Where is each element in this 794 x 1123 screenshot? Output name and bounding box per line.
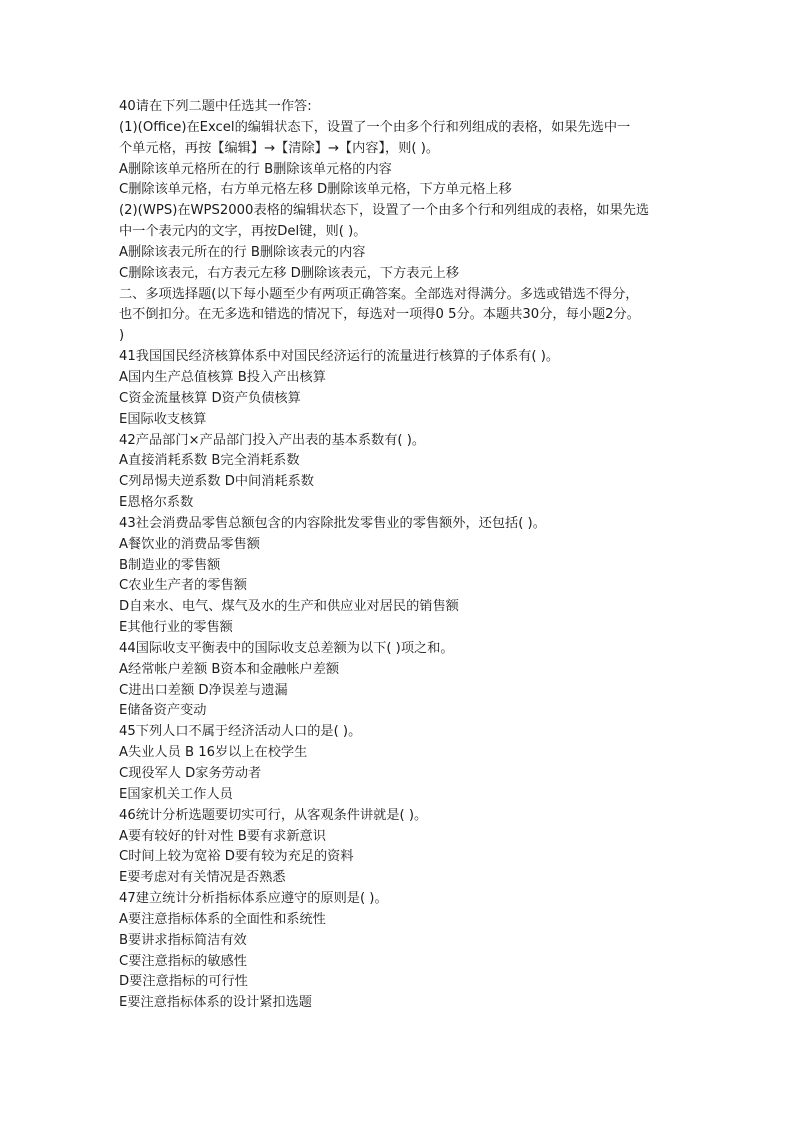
question-42-options-ab: A直接消耗系数 B完全消耗系数 [119, 453, 300, 469]
question-43-option-d: D自来水、电气、煤气及水的生产和供应业对居民的销售额 [119, 599, 459, 615]
question-44-options-cd: C进出口差额 D净误差与遗漏 [119, 682, 288, 698]
question-45-options-cd: C现役军人 D家务劳动者 [119, 766, 262, 781]
question-46-options-ab: A要有较好的针对性 B要有求新意识 [119, 828, 326, 844]
question-45-options-ab: A失业人员 B 16岁以上在校学生 [119, 745, 308, 761]
question-42-text: 42产品部门×产品部门投入产出表的基本系数有( )。 [119, 432, 426, 448]
question-40-part2-options-cd: C删除该表元，右方表元左移 D删除该表元，下方表元上移 [119, 265, 460, 281]
question-47-option-a: A要注意指标体系的全面性和系统性 [119, 911, 326, 927]
question-43-option-a: A餐饮业的消费品零售额 [119, 536, 260, 552]
question-42-options-cd: C列昂惕夫逆系数 D中间消耗系数 [119, 474, 314, 490]
question-41-option-e: E国际收支核算 [119, 411, 207, 427]
question-47-option-b: B要讲求指标简洁有效 [119, 932, 247, 948]
question-40-part1-text-cont: 个单元格，再按【编辑】→【清除】→【内容】，则( )。 [119, 140, 440, 156]
question-43-option-c: C农业生产者的零售额 [119, 578, 247, 594]
section-heading-end: ) [119, 328, 125, 344]
section-heading-cont: 也不倒扣分。在无多选和错选的情况下，每选对一项得0 5分。本题共30分，每小题2分。 [119, 307, 640, 323]
question-47-text: 47建立统计分析指标体系应遵守的原则是( )。 [119, 891, 388, 907]
question-44-option-e: E储备资产变动 [119, 703, 207, 719]
question-40-prompt: 40请在下列二题中任选其一作答: [119, 99, 312, 114]
question-41-text: 41我国国民经济核算体系中对国民经济运行的流量进行核算的子体系有( )。 [119, 349, 560, 365]
question-45-text: 45下列人口不属于经济活动人口的是( )。 [119, 724, 362, 740]
question-43-option-e: E其他行业的零售额 [119, 620, 233, 636]
question-44-options-ab: A经常帐户差额 B资本和金融帐户差额 [119, 661, 340, 677]
question-41-options-cd: C资金流量核算 D资产负债核算 [119, 390, 301, 406]
question-43-text: 43社会消费品零售总额包含的内容除批发零售业的零售额外，还包括( )。 [119, 515, 546, 531]
question-41-options-ab: A国内生产总值核算 B投入产出核算 [119, 369, 326, 385]
question-43-option-b: B制造业的零售额 [119, 557, 221, 573]
question-40-part2-text-cont: 中一个表元内的文字，再按Del键，则( )。 [119, 224, 367, 240]
question-47-option-d: D要注意指标的可行性 [119, 974, 248, 990]
question-40-part2-text: (2)(WPS)在WPS2000表格的编辑状态下，设置了一个由多个行和列组成的表格，如果先选 [119, 203, 650, 219]
question-40-part1-options-cd: C删除该单元格，右方单元格左移 D删除该单元格，下方单元格上移 [119, 182, 512, 198]
question-40-part2-options-ab: A删除该表元所在的行 B删除该表元的内容 [119, 244, 366, 260]
question-47-option-c: C要注意指标的敏感性 [119, 953, 247, 969]
document-body [119, 97, 739, 1014]
question-46-text: 46统计分析选题要切实可行，从客观条件讲就是( )。 [119, 807, 428, 823]
question-45-option-e: E国家机关工作人员 [119, 786, 233, 802]
section-heading: 二、多项选择题(以下每小题至少有两项正确答案。全部选对得满分。多选或错选不得分， [119, 286, 639, 302]
question-44-text: 44国际收支平衡表中的国际收支总差额为以下( )项之和。 [119, 640, 454, 656]
question-42-option-e: E恩格尔系数 [119, 495, 194, 511]
question-46-options-cd: C时间上较为宽裕 D要有较为充足的资料 [119, 849, 354, 865]
question-46-option-e: E要考虑对有关情况是否熟悉 [119, 870, 286, 886]
question-40-part1-text: (1)(Office)在Excel的编辑状态下，设置了一个由多个行和列组成的表格，如果先选中一 [119, 119, 631, 135]
question-47-option-e: E要注意指标体系的设计紧扣选题 [119, 995, 312, 1011]
question-40-part1-options-ab: A删除该单元格所在的行 B删除该单元格的内容 [119, 161, 392, 177]
